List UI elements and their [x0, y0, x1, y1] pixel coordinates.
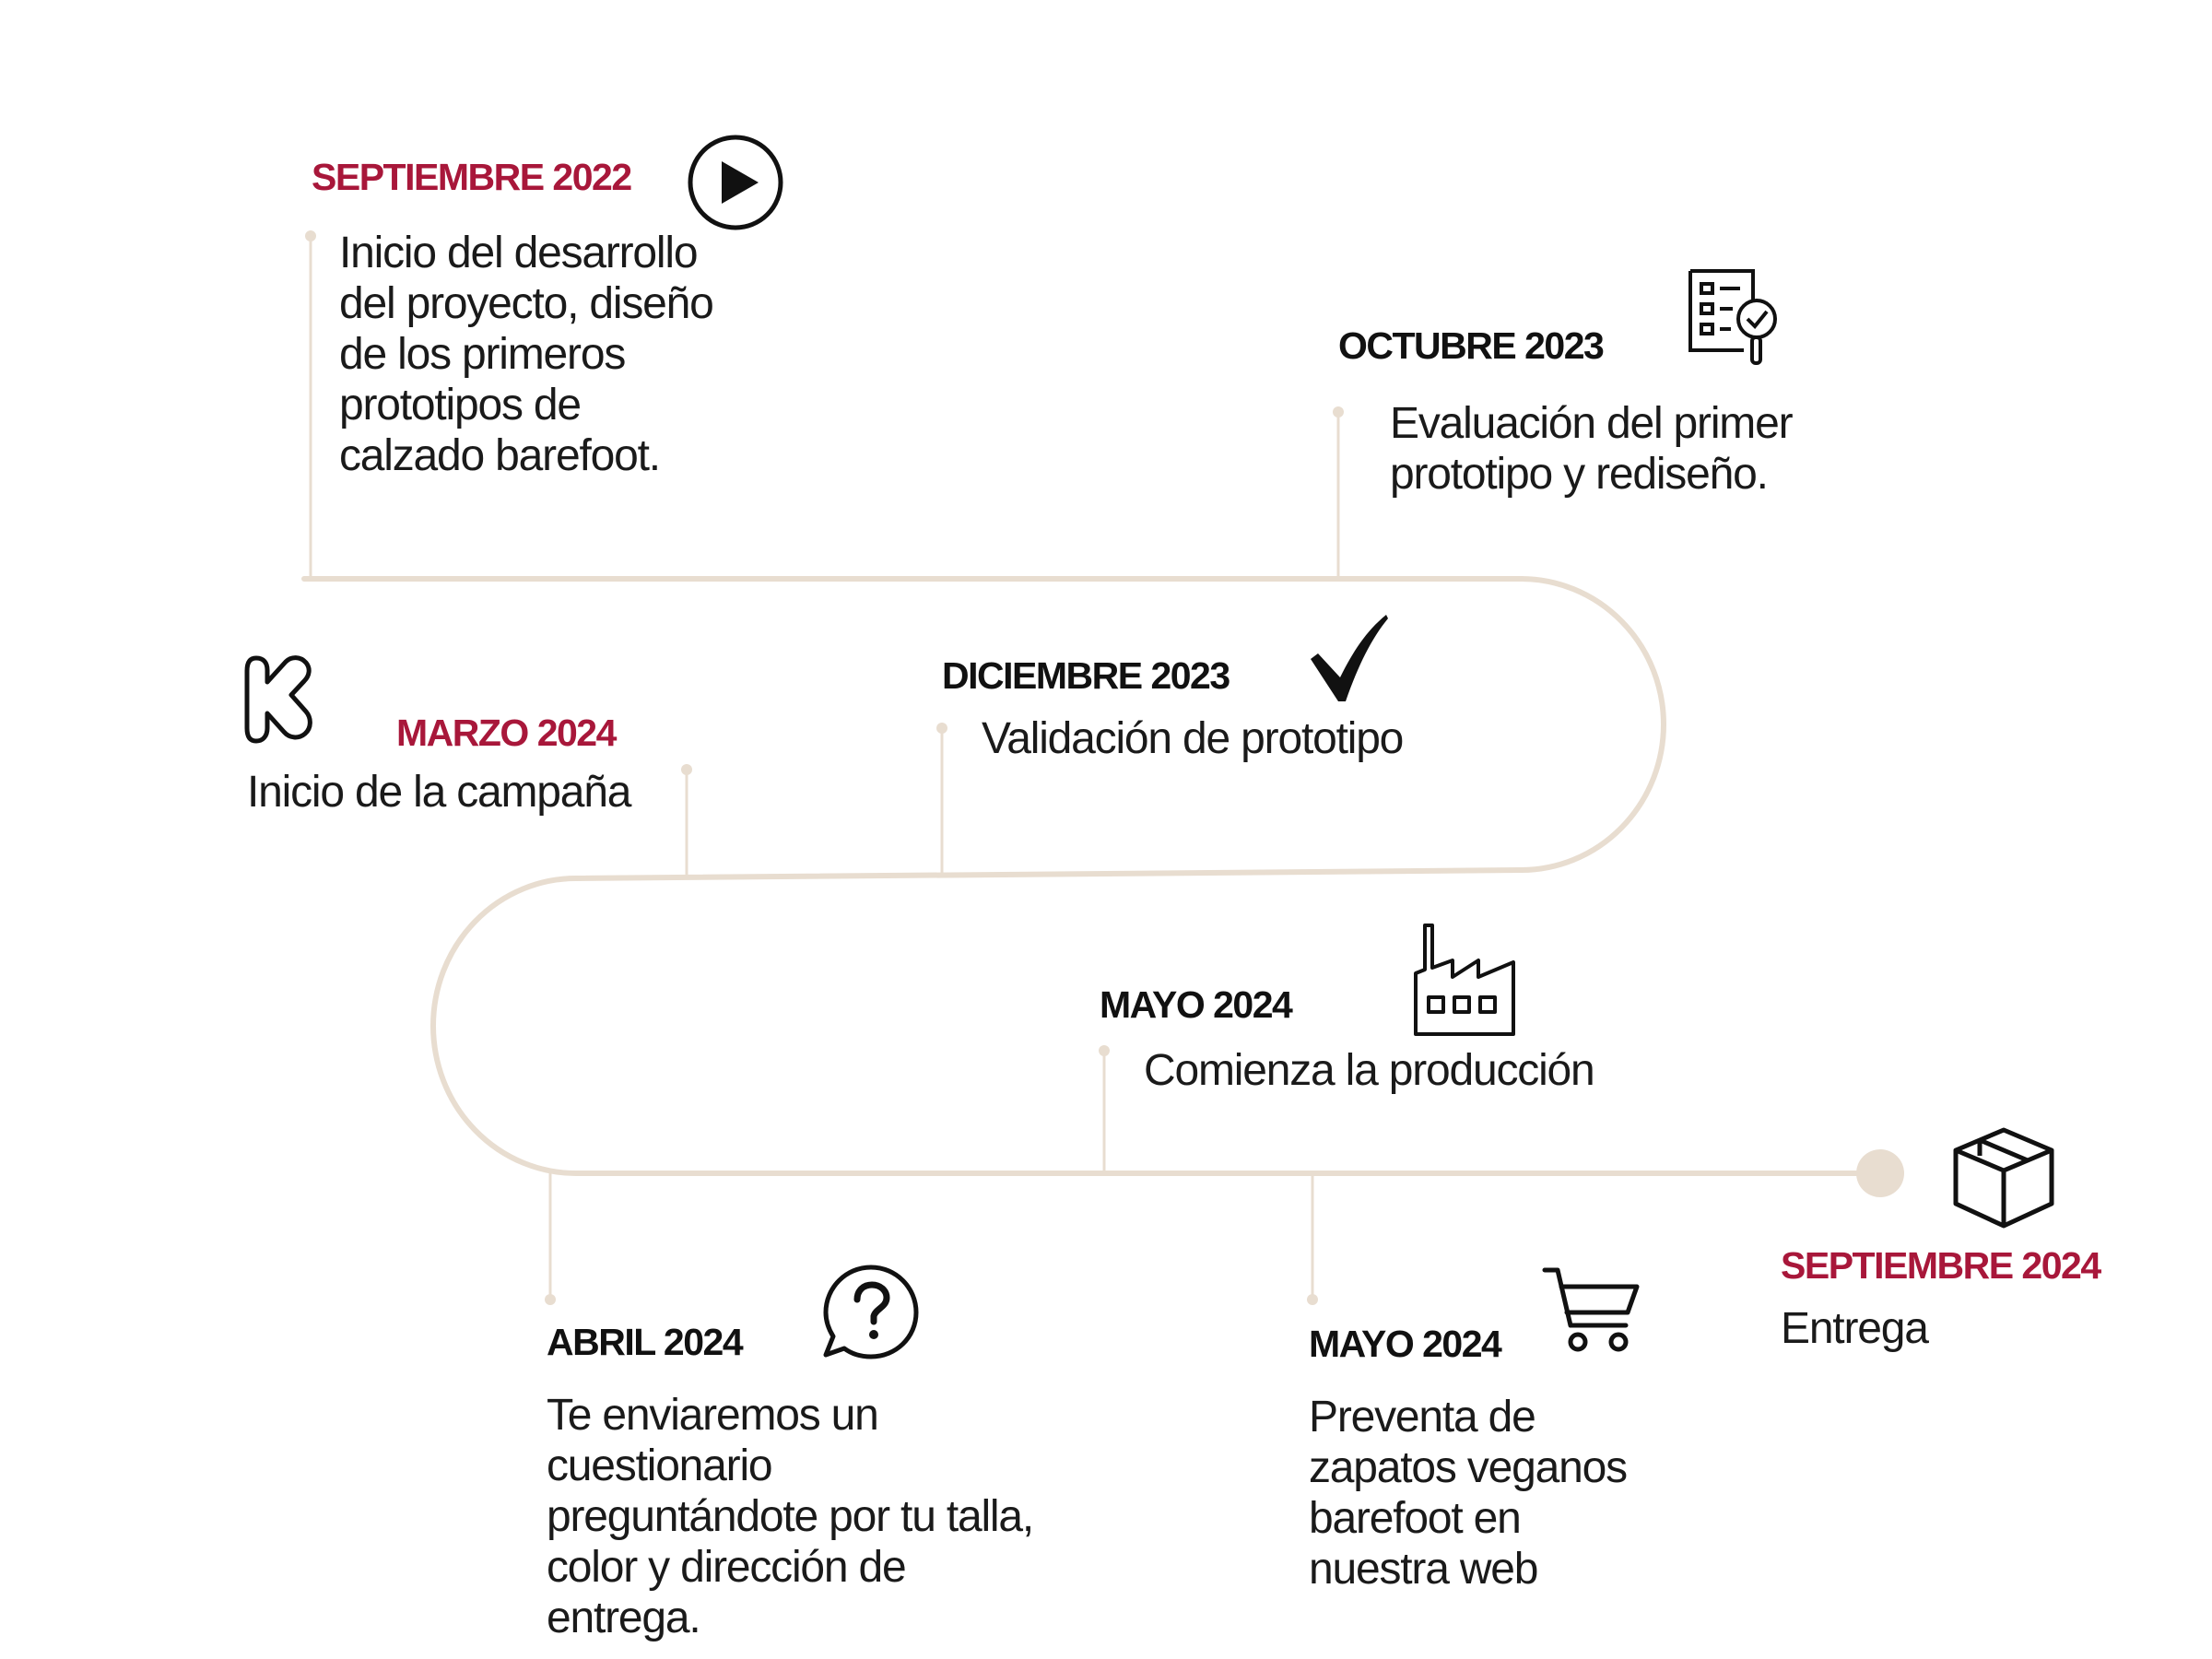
description-line: prototipo y rediseño.: [1390, 450, 1768, 499]
description-line: preguntándote por tu talla,: [547, 1492, 1034, 1541]
event-oct-2023-description: [1390, 398, 1792, 500]
event-date: ABRIL 2024: [547, 1321, 743, 1363]
event-date: MAYO 2024: [1100, 983, 1292, 1026]
connector-dot: [936, 723, 947, 734]
description-line: Te enviaremos un: [547, 1391, 878, 1440]
event-sep-2024-description: [1781, 1303, 1928, 1354]
connector-dot: [1333, 406, 1344, 418]
event-sep-2022-description: [339, 228, 713, 481]
description-line: de los primeros: [339, 330, 626, 379]
description-line: calzado barefoot.: [339, 431, 660, 480]
timeline-end-dot: [1856, 1149, 1904, 1197]
description-line: barefoot en: [1309, 1494, 1521, 1543]
description-line: Inicio de la campaña: [247, 768, 631, 817]
description-line: prototipos de: [339, 381, 581, 429]
event-may-2024-presale-description: [1309, 1392, 1627, 1594]
event-abr-2024: [547, 1321, 743, 1363]
description-line: Validación de prototipo: [982, 714, 1404, 763]
checkmark-icon: [1307, 613, 1390, 705]
connector-dot: [305, 230, 316, 241]
question-bubble-icon: [820, 1263, 922, 1364]
description-line: cuestionario: [547, 1441, 772, 1490]
event-dic-2023-description: [982, 713, 1403, 764]
event-sep-2022: [312, 156, 631, 198]
event-oct-2023: [1338, 324, 1604, 367]
factory-icon: [1412, 924, 1517, 1038]
event-date: MARZO 2024: [396, 712, 616, 754]
connector-dot: [545, 1294, 556, 1305]
kickstarter-icon: [243, 654, 317, 745]
shopping-cart-icon: [1541, 1265, 1642, 1357]
connector-dot: [1099, 1045, 1110, 1056]
checklist-magnifier-icon: [1687, 267, 1784, 371]
description-line: nuestra web: [1309, 1545, 1538, 1594]
description-line: del proyecto, diseño: [339, 279, 713, 328]
connector-dot: [1307, 1294, 1318, 1305]
description-line: zapatos veganos: [1309, 1443, 1627, 1492]
event-date: DICIEMBRE 2023: [942, 654, 1230, 697]
event-dic-2023: [942, 654, 1230, 697]
play-icon: [687, 134, 784, 231]
event-date: OCTUBRE 2023: [1338, 324, 1604, 367]
event-may-2024-production-description: [1144, 1045, 1594, 1096]
event-may-2024-presale: [1309, 1325, 1500, 1363]
description-line: Inicio del desarrollo: [339, 229, 698, 277]
description-line: Entrega: [1781, 1304, 1928, 1353]
event-mar-2024: [396, 714, 616, 752]
event-date: SEPTIEMBRE 2024: [1781, 1244, 2100, 1287]
event-date: SEPTIEMBRE 2022: [312, 156, 631, 198]
event-date: MAYO 2024: [1309, 1323, 1501, 1365]
description-line: entrega.: [547, 1594, 700, 1642]
event-mar-2024-description: [247, 767, 630, 818]
event-may-2024-production: [1100, 983, 1292, 1026]
description-line: Preventa de: [1309, 1393, 1535, 1441]
event-sep-2024: [1781, 1244, 2100, 1287]
package-box-icon: [1952, 1124, 2055, 1230]
description-line: Comienza la producción: [1144, 1046, 1594, 1095]
event-abr-2024-description: [547, 1390, 1033, 1643]
description-line: Evaluación del primer: [1390, 399, 1793, 448]
description-line: color y dirección de: [547, 1543, 906, 1592]
connector-dot: [681, 764, 692, 775]
